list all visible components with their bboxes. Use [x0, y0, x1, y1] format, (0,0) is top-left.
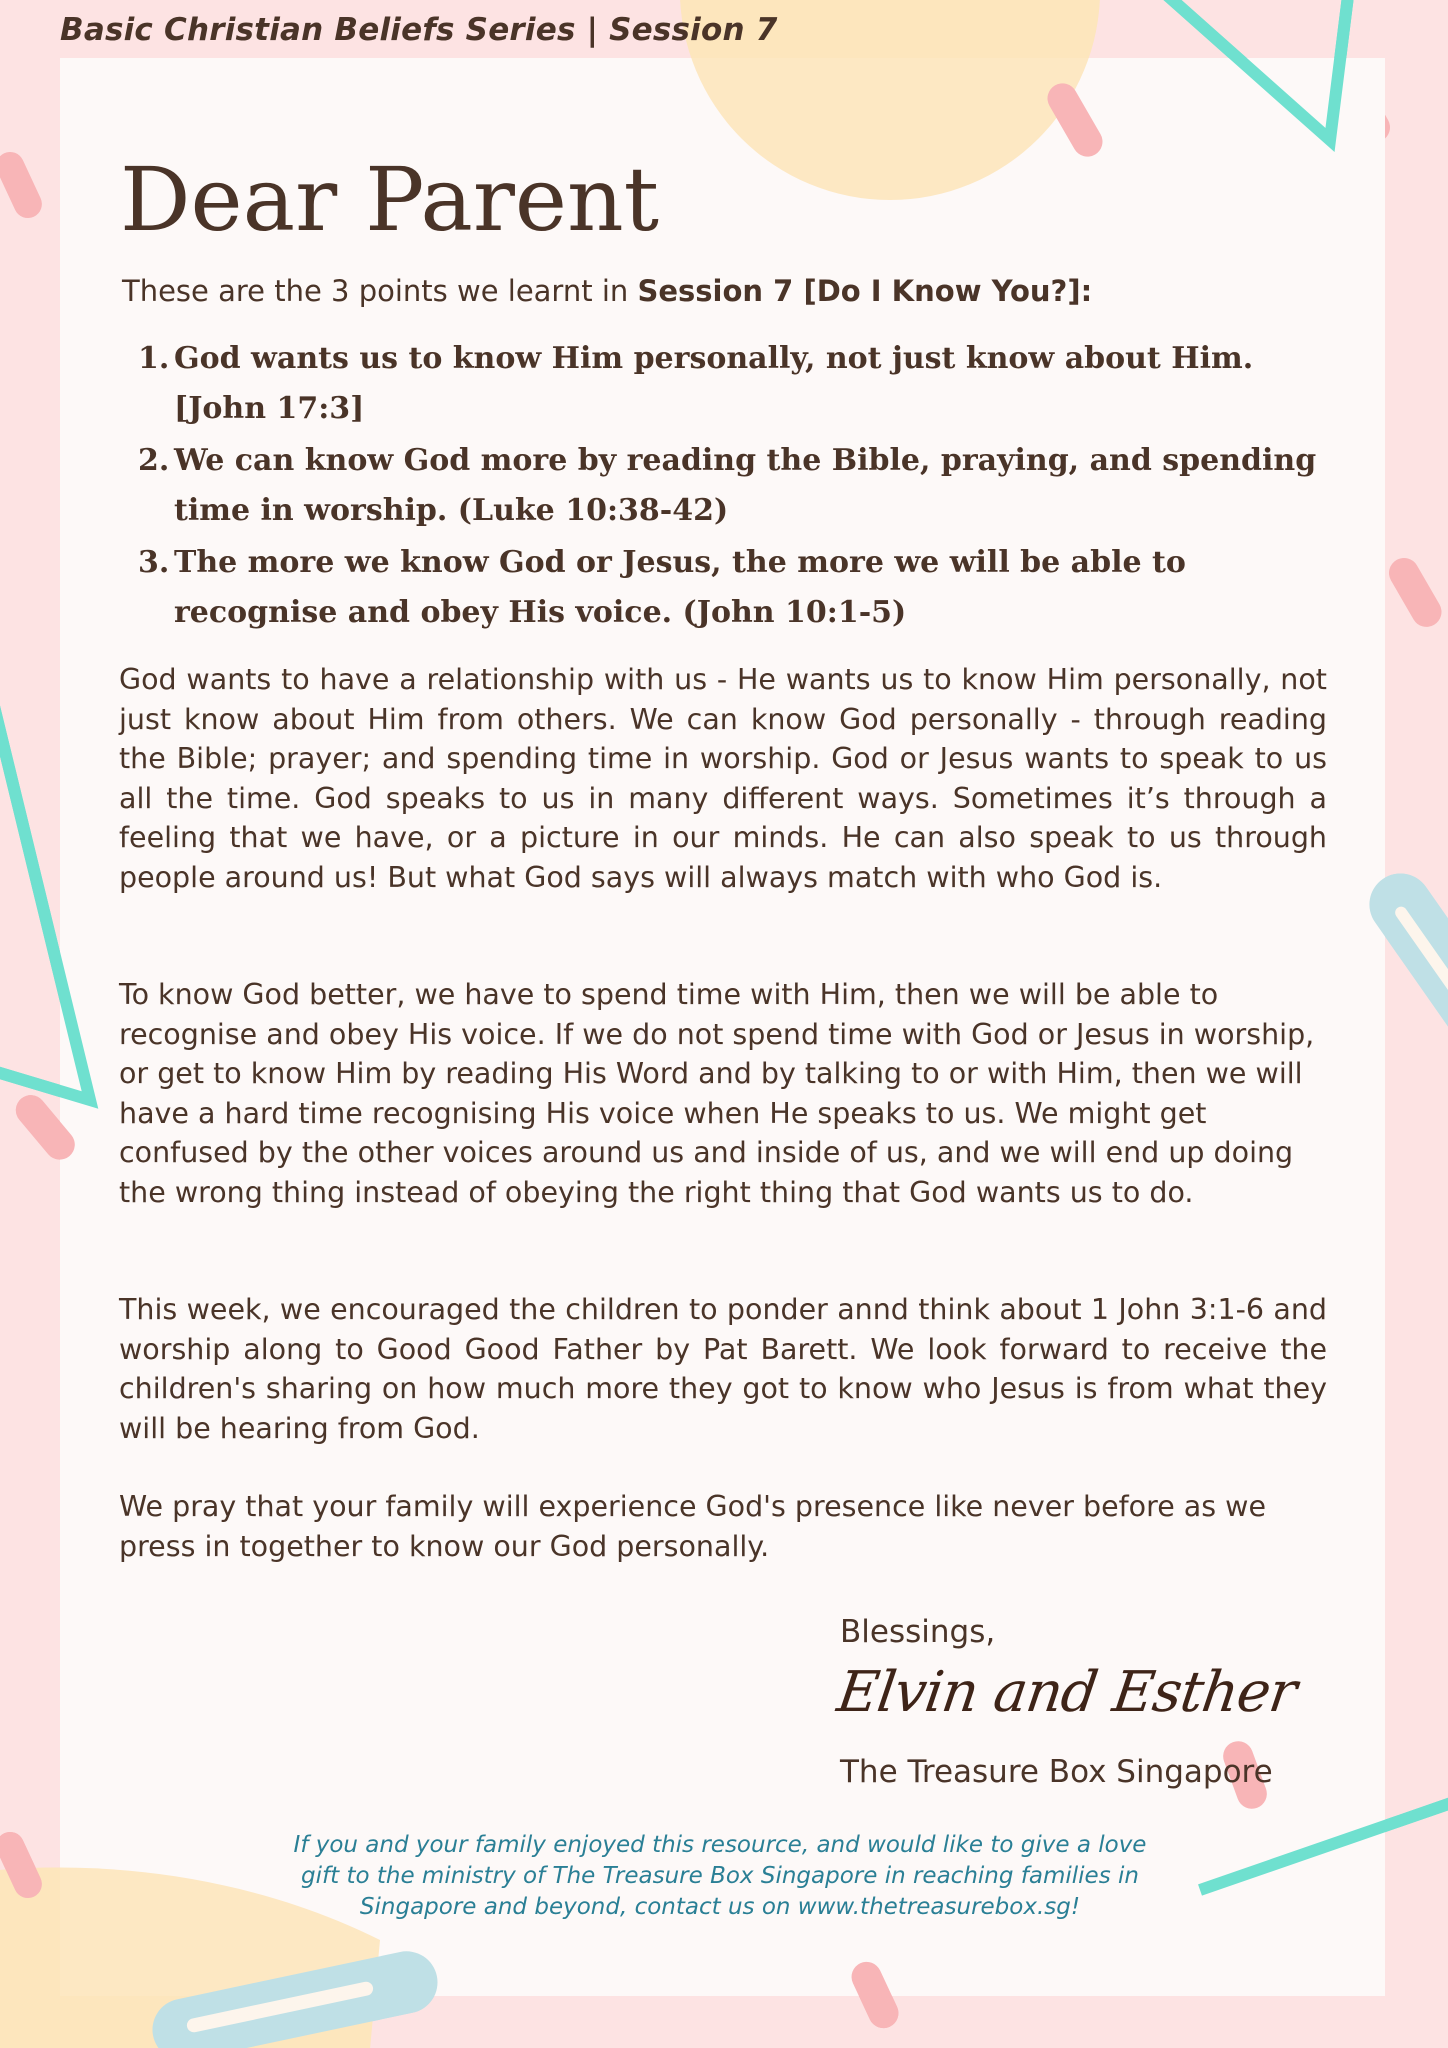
footer-line: If you and your family enjoyed this resource, and would like to give a love: [293, 1832, 1147, 1858]
paragraph-relationship: God wants to have a relationship with us - He wants us to know Him personally, not just know about Him from others. We can know God personally - through reading the Bible; prayer; and spending time in worship. God or Jesus wants to speak to us all the time. God speaks to us in many different ways. Sometimes it’s through a feeling that we have, or a picture in our minds. He can also speak to us through people around us! But what God says will always match with who God is.: [119, 663, 1327, 894]
point-text: God wants us to know Him personally, not just know about Him. [John 17:3]: [174, 341, 1254, 426]
point-number: 1.: [138, 341, 170, 376]
footer-note: [240, 1830, 1200, 1923]
signature: Elvin and Esther: [833, 1660, 1300, 1725]
session-title: Session 7 [Do I Know You?]:: [637, 274, 1093, 308]
intro-line: [122, 274, 1092, 308]
footer-line: gift to the ministry of The Treasure Box Singapore in reaching families in: [301, 1863, 1139, 1889]
footer-line: Singapore and beyond, contact us on www.thetreasurebox.sg!: [359, 1894, 1081, 1920]
intro-prefix: These are the 3 points we learnt in: [122, 274, 638, 308]
point-text: We can know God more by reading the Bible, praying, and spending time in worship. (Luke 10:38-42): [174, 443, 1317, 528]
point-text: The more we know God or Jesus, the more we will be able to recognise and obey His voice. (John 10:1-5): [174, 545, 1186, 630]
organization-name: The Treasure Box Singapore: [840, 1754, 1273, 1790]
key-points-list: [138, 334, 1318, 640]
closing-salutation: Blessings,: [840, 1614, 996, 1650]
page-title: Dear Parent: [120, 148, 660, 251]
series-title: Basic Christian Beliefs Series | Session 7: [60, 12, 778, 48]
point-number: 3.: [138, 545, 170, 580]
key-point: [138, 334, 1318, 434]
paragraph-prayer: We pray that your family will experience God's presence like never before as we press in together to know our God personally.: [119, 1490, 1267, 1563]
paragraph-this-week: This week, we encouraged the children to ponder annd think about 1 John 3:1-6 and worship along to Good Good Father by Pat Barett. We look forward to receive the children's sharing on how much more they got to know who Jesus is from what they will be hearing from God.: [119, 1293, 1327, 1445]
key-point: [138, 436, 1318, 536]
key-point: [138, 538, 1318, 638]
paragraph-know-god-better: To know God better, we have to spend time with Him, then we will be able to recognise and obey His voice. If we do not spend time with God or Jesus in worship, or get to know Him by reading His Word and by talking to or with Him, then we will have a hard time recognising His voice when He speaks to us. We might get confused by the other voices around us and inside of us, and we will end up doing the wrong thing instead of obeying the right thing that God wants us to do.: [119, 978, 1315, 1209]
point-number: 2.: [138, 443, 170, 478]
